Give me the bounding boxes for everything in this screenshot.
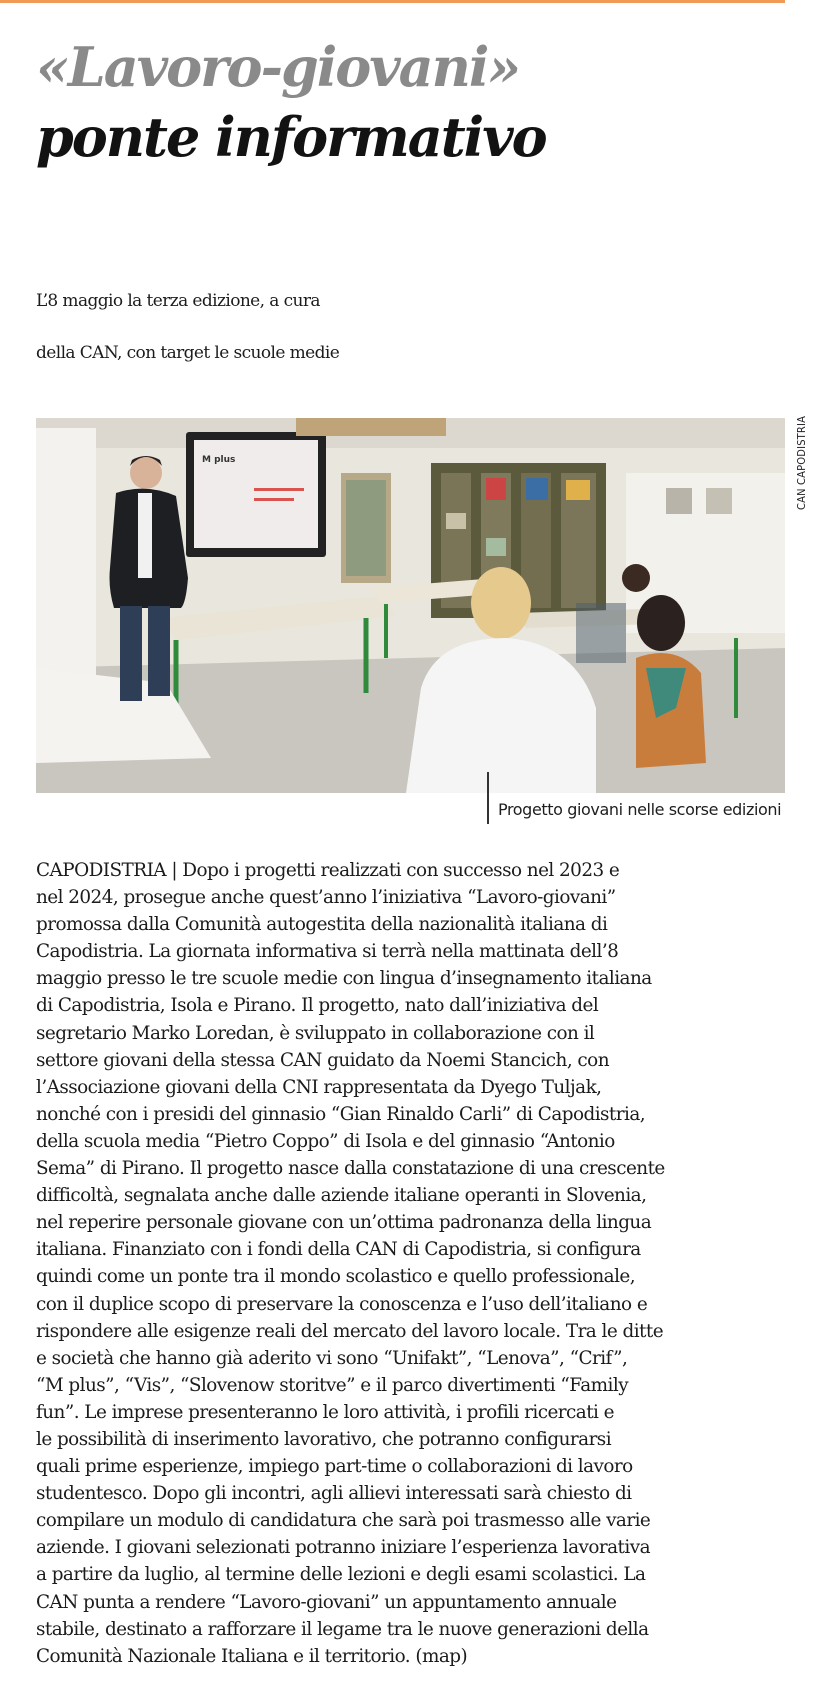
board-picture [706, 488, 732, 514]
article-line: segretario Marko Loredan, è sviluppato in collaborazione con il [36, 1022, 595, 1044]
article-line: della scuola media “Pietro Coppo” di Isola e del ginnasio “Antonio [36, 1130, 615, 1152]
presenter-leg [148, 606, 170, 696]
article-line: CAPODISTRIA | Dopo i progetti realizzati con successo nel 2023 e [36, 860, 620, 881]
article-line: maggio presso le tre scuole medie con lingua d’insegnamento italiana [36, 968, 652, 990]
classroom-photo-illustration [36, 418, 785, 793]
presenter-shirt [138, 493, 152, 578]
article-line: compilare un modulo di candidatura che sarà poi trasmesso alle varie [36, 1510, 651, 1532]
top-shelf [296, 418, 446, 436]
article-line: Capodistria. La giornata informativa si terrà nella mattinata dell’8 [36, 941, 619, 963]
article-line: studentesco. Dopo gli incontri, agli allievi interessati sarà chiesto di [36, 1483, 632, 1505]
poster [526, 478, 548, 500]
top-accent-rule [0, 0, 785, 3]
article-line: “M plus”, “Vis”, “Slovenow storitve” e il parco divertimenti “Family [36, 1374, 629, 1396]
article-line: Sema” di Pirano. Il progetto nasce dalla constatazione di una crescente [36, 1158, 665, 1180]
article-line: e società che hanno già aderito vi sono “Unifakt”, “Lenova”, “Crif”, [36, 1347, 628, 1369]
wall-map-content [346, 480, 386, 576]
article-line: con il duplice scopo di preservare la conoscenza e l’uso dell’italiano e [36, 1293, 648, 1315]
photo-caption: Progetto giovani nelle scorse edizioni [498, 800, 782, 819]
article-line: difficoltà, segnalata anche dalle aziende italiane operanti in Slovenia, [36, 1185, 647, 1207]
poster [566, 480, 590, 500]
article-body [36, 857, 786, 1670]
poster [486, 478, 506, 500]
poster [486, 538, 506, 556]
subheadline-line-1: L’8 maggio la terza edizione, a cura [36, 291, 320, 311]
article-line: Comunità Nazionale Italiana e il territorio. (map) [36, 1645, 468, 1667]
article-line: a partire da luglio, al termine delle lezioni e degli esami scolastici. La [36, 1564, 646, 1586]
audience-background-person [576, 603, 626, 663]
article-line: aziende. I giovani selezionati potranno iniziare l’esperienza lavorativa [36, 1537, 650, 1559]
article-line: nonché con i presidi del ginnasio “Gian Rinaldo Carli” di Capodistria, [36, 1103, 646, 1125]
audience-hair-blonde [471, 567, 531, 639]
article-line: promossa dalla Comunità autogestita della nazionalità italiana di [36, 914, 608, 936]
screen-line [254, 488, 304, 491]
headline-line-2: ponte informativo [36, 105, 546, 169]
presenter-head [130, 457, 162, 489]
article-line: settore giovani della stessa CAN guidato da Noemi Stancich, con [36, 1049, 609, 1071]
article-line: l’Associazione giovani della CNI rappresentata da Dyego Tuljak, [36, 1076, 602, 1098]
article-line: le possibilità di inserimento lavorativo, che potranno configurarsi [36, 1428, 612, 1450]
board-picture [666, 488, 692, 514]
article-photo [36, 418, 785, 793]
poster [446, 513, 466, 529]
article-line: italiana. Finanziato con i fondi della CAN di Capodistria, si configura [36, 1239, 641, 1261]
presenter-leg [120, 606, 142, 701]
article-line: nel reperire personale giovane con un’ottima padronanza della lingua [36, 1212, 652, 1234]
caption-rule [487, 772, 489, 824]
article-line: fun”. Le imprese presenteranno le loro attività, i profili ricercati e [36, 1401, 615, 1423]
article-line: quindi come un ponte tra il mondo scolastico e quello professionale, [36, 1266, 636, 1288]
subheadline [36, 275, 796, 379]
article-line: quali prime esperienze, impiego part-time o collaborazioni di lavoro [36, 1456, 633, 1478]
article-line: rispondere alle esigenze reali del mercato del lavoro locale. Tra le ditte [36, 1320, 664, 1342]
audience-head [622, 564, 650, 592]
article-line: CAN punta a rendere “Lavoro-giovani” un appuntamento annuale [36, 1591, 617, 1613]
article-line: di Capodistria, Isola e Pirano. Il progetto, nato dall’iniziativa del [36, 995, 599, 1017]
headline [36, 35, 796, 169]
photo-credit: CAN CAPODISTRIA [795, 415, 808, 510]
screen-line [254, 498, 294, 501]
headline-line-1: «Lavoro-giovani» [36, 35, 520, 99]
screen-logo-text: M plus [202, 455, 236, 465]
subheadline-line-2: della CAN, con target le scuole medie [36, 343, 340, 363]
left-wall-panel [36, 428, 96, 678]
article-line: stabile, destinato a rafforzare il legame tra le nuove generazioni della [36, 1618, 649, 1640]
article-line: nel 2024, prosegue anche quest’anno l’iniziativa “Lavoro-giovani” [36, 887, 616, 909]
audience-hair-dark [637, 595, 685, 651]
